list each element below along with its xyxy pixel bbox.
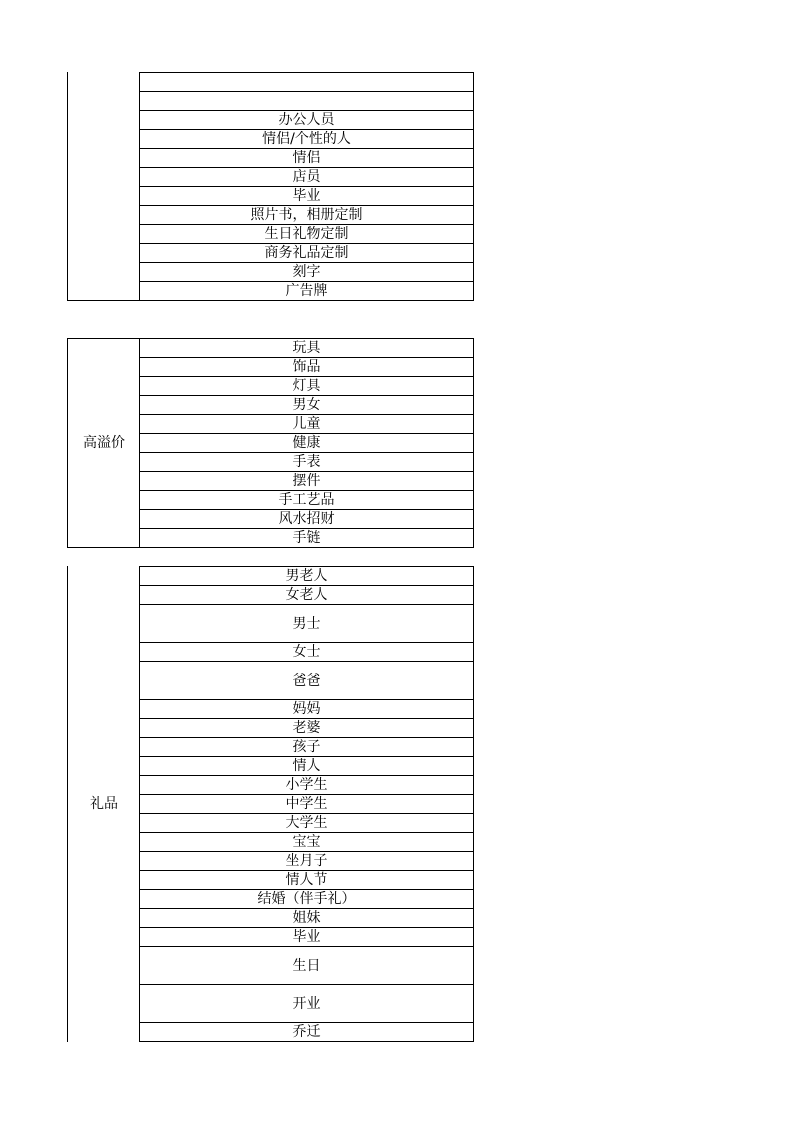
subcategory-cell: 小学生 [139,775,474,794]
subcategory-cell: 姐妹 [139,908,474,927]
subcategory-cell: 爸爸 [139,661,474,699]
subcategory-cell: 乔迁 [139,1022,474,1042]
subcategory-cell: 店员 [139,167,474,186]
subcategory-cell [139,91,474,110]
subcategory-cell: 中学生 [139,794,474,813]
category-cell [67,72,140,301]
category-group [67,338,475,548]
subcategory-cell [139,72,474,91]
subcategory-cell: 妈妈 [139,699,474,718]
subcategory-cell: 风水招财 [139,509,474,528]
subcategory-cell: 照片书，相册定制 [139,205,474,224]
subcategory-cell: 办公人员 [139,110,474,129]
subcategory-cell: 灯具 [139,376,474,395]
subcategory-cell: 宝宝 [139,832,474,851]
subcategory-cell: 儿童 [139,414,474,433]
subcategory-cell: 女士 [139,642,474,661]
subcategory-cell: 男老人 [139,566,474,585]
subcategory-cell: 开业 [139,984,474,1022]
category-cell: 礼品 [67,566,140,1042]
category-group [67,566,475,1042]
subcategory-cell: 饰品 [139,357,474,376]
subcategory-cell: 生日 [139,946,474,984]
subcategory-cell: 情人节 [139,870,474,889]
subcategory-cell: 生日礼物定制 [139,224,474,243]
subcategory-cell: 手链 [139,528,474,548]
category-cell: 高溢价 [67,338,140,548]
subcategory-cell: 情侣/个性的人 [139,129,474,148]
subcategory-cell: 老婆 [139,718,474,737]
subcategory-cell: 刻字 [139,262,474,281]
subcategory-cell: 孩子 [139,737,474,756]
subcategory-cell: 手工艺品 [139,490,474,509]
subcategory-cell: 毕业 [139,186,474,205]
subcategory-cell: 健康 [139,433,474,452]
subcategory-cell: 女老人 [139,585,474,604]
subcategory-cell: 男女 [139,395,474,414]
subcategory-cell: 情侣 [139,148,474,167]
subcategory-list [139,566,474,1042]
subcategory-cell: 广告牌 [139,281,474,301]
subcategory-cell: 商务礼品定制 [139,243,474,262]
category-group [67,72,475,301]
subcategory-cell: 男士 [139,604,474,642]
subcategory-cell: 摆件 [139,471,474,490]
subcategory-cell: 毕业 [139,927,474,946]
subcategory-cell: 结婚（伴手礼） [139,889,474,908]
subcategory-list [139,338,474,548]
subcategory-cell: 情人 [139,756,474,775]
subcategory-cell: 玩具 [139,338,474,357]
subcategory-list [139,72,474,301]
subcategory-cell: 坐月子 [139,851,474,870]
subcategory-cell: 手表 [139,452,474,471]
subcategory-cell: 大学生 [139,813,474,832]
